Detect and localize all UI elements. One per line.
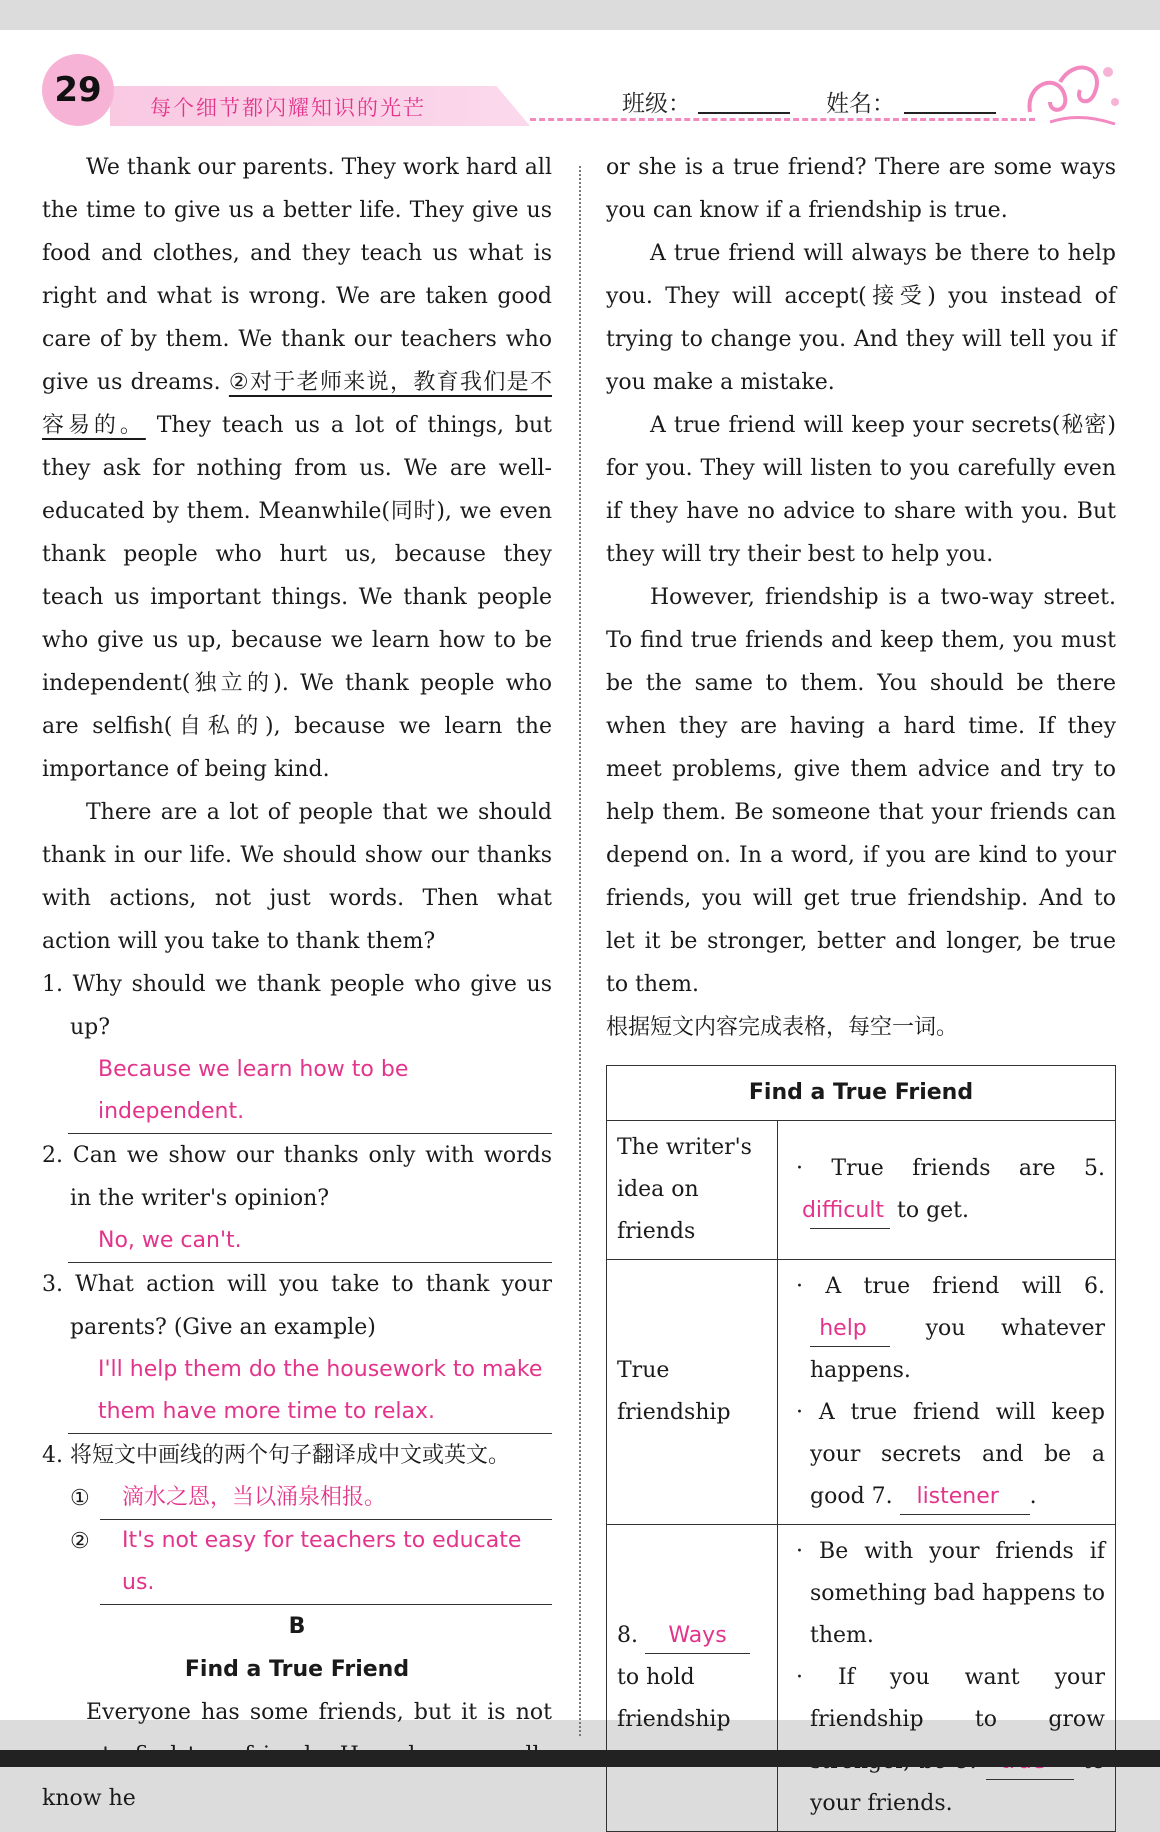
row-3-label: 8. Ways to hold friendship bbox=[607, 1525, 778, 1832]
passage-b-paragraph-1: Everyone has some friends, but it is not know he bbox=[42, 1700, 552, 1811]
question-3: 3. What action will you take to thank your parents? (Give an example) bbox=[42, 1272, 552, 1340]
answer-1[interactable]: Because we learn how to be independent. bbox=[68, 1049, 552, 1134]
name-field[interactable] bbox=[904, 112, 996, 114]
passage-b-paragraph-4: However, friendship is a two-way street. To find true friends and keep them, you must be the same to them. You should be there when they are having a hard time. If they meet problems, give them advice and try to help them. Be someone that your friends can depend on. In a word, if you are kind to your friends, you will get true friendship. And to let it be stronger, better and longer, be true to them. bbox=[606, 585, 1116, 997]
passage-b-paragraph-3: A true friend will keep your secrets(秘密) for you. They will listen to you carefully even if they have no advice to share with you. But they will try their best to help you. bbox=[606, 413, 1116, 567]
name-label: 姓名： bbox=[826, 91, 895, 117]
translation-1 bbox=[70, 1477, 552, 1520]
row-2-label: True friendship bbox=[607, 1260, 778, 1525]
passage-a-paragraph-2: There are a lot of people that we should thank in our life. We should show our thanks with actions, not just words. Then what action will you take to thank them? bbox=[42, 800, 552, 954]
underlined-sentence-2: ②对于老师来说，教育我们是不容易的。 bbox=[42, 370, 552, 438]
right-column bbox=[606, 146, 1116, 1832]
translation-2-number: ② bbox=[70, 1529, 90, 1554]
table-instruction: 根据短文内容完成表格，每空一词。 bbox=[606, 1015, 959, 1040]
row-1-content: · True friends are 5. difficult to get. bbox=[778, 1121, 1116, 1260]
section-b-label: B bbox=[288, 1614, 306, 1639]
bottom-bar bbox=[0, 1750, 1160, 1767]
table-title: Find a True Friend bbox=[607, 1066, 1116, 1121]
friend-table bbox=[606, 1065, 1116, 1832]
blank-7[interactable]: listener bbox=[900, 1480, 1030, 1515]
flourish-icon bbox=[1020, 52, 1125, 132]
page-number-badge: 29 bbox=[42, 54, 114, 126]
row-3-content: · Be with your friends if something bad happens to them. · If you want your friendship to grow your friends. bbox=[778, 1525, 1116, 1832]
passage-b-title: Find a True Friend bbox=[184, 1657, 410, 1682]
class-label: 班级： bbox=[622, 91, 691, 117]
translation-2 bbox=[70, 1520, 552, 1605]
page-header bbox=[0, 30, 1160, 140]
answer-2[interactable]: No, we can't. bbox=[68, 1220, 552, 1263]
passage-b-paragraph-1-cont: or she is a true friend? There are some ways you can know if a friendship is true. bbox=[606, 155, 1116, 223]
passage-b-paragraph-2: A true friend will always be there to help you. They will accept(接受) you instead of trying to change you. And they will tell you if you make a mistake. bbox=[606, 241, 1116, 395]
blank-6[interactable]: help bbox=[810, 1312, 890, 1347]
blank-5[interactable]: difficult bbox=[810, 1194, 890, 1229]
answer-3[interactable]: I'll help them do the housework to make them have more time to relax. bbox=[68, 1349, 552, 1434]
row-1-label: The writer's idea on friends bbox=[607, 1121, 778, 1260]
translation-1-number: ① bbox=[70, 1486, 90, 1511]
class-field[interactable] bbox=[698, 112, 790, 114]
question-2: 2. Can we show our thanks only with words in the writer's opinion? bbox=[42, 1143, 552, 1211]
worksheet-page bbox=[0, 30, 1160, 1816]
translation-2-answer[interactable]: It's not easy for teachers to educate us. bbox=[100, 1520, 552, 1605]
question-4: 4. 将短文中画线的两个句子翻译成中文或英文。 bbox=[42, 1443, 510, 1468]
question-1: 1. Why should we thank people who give us up? bbox=[42, 972, 552, 1040]
translation-1-answer[interactable]: 滴水之恩，当以涌泉相报。 bbox=[100, 1477, 552, 1520]
row-2-content: · A true friend will 6. help you whatever happens. · A true friend will keep your secrets and be a good 7. listener . bbox=[778, 1260, 1116, 1525]
slogan-text: 每个细节都闪耀知识的光芒 bbox=[150, 96, 426, 120]
left-column bbox=[42, 146, 552, 1820]
blank-8[interactable]: Ways bbox=[645, 1619, 750, 1654]
column-divider bbox=[579, 166, 581, 1736]
passage-a-paragraph-1: We thank our parents. They work hard all the time to give us a better life. They give us food and clothes, and they teach us what is right and what is wrong. We are taken good care of by them. We thank our teachers who give us dreams. ②对于老师来说，教育我们是不容易的。 They teach us a lot of things, but they ask for nothing from us. We are well-educated by them. Meanwhile(同时), we even thank people who hurt us, because they teach us important things. We thank people who give us up, because we learn how to be independent(独立的). We thank people who are selfish(自私的), because we learn the importance of being kind. bbox=[42, 155, 552, 782]
header-dashed-line bbox=[530, 118, 1035, 121]
